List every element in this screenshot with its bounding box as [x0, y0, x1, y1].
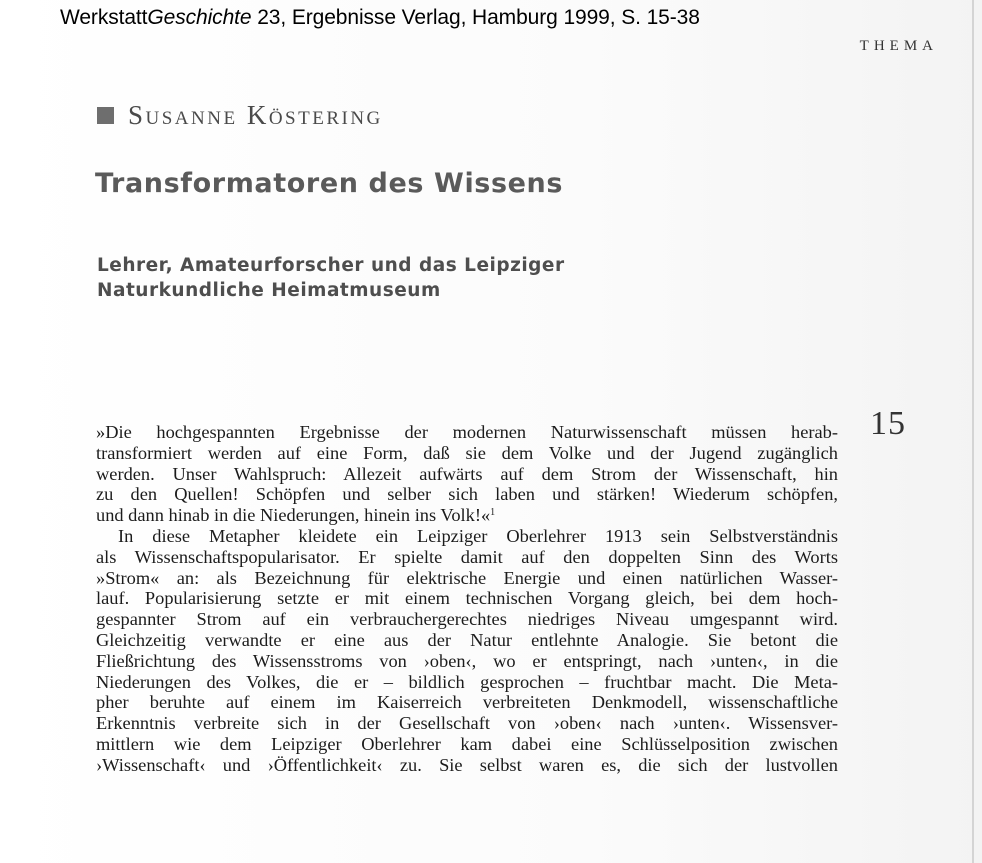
article-title: Transformatoren des Wissens [95, 168, 564, 199]
body-line: zu den Quellen! Schöpfen und selber sich laben und stärken! Wiederum schöpfen, [96, 484, 838, 505]
body-line: »Strom« an: als Bezeichnung für elektrische Energie und einen natürlichen Wasser- [96, 567, 838, 588]
author-block [97, 100, 383, 131]
body-line-last-of-quote [96, 505, 838, 526]
page-edge [972, 0, 974, 863]
body-line: Erkenntnis verbreite sich in der Gesellschaft von ›oben‹ nach ›unten‹. Wissensver- [96, 713, 838, 734]
subtitle-line-2: Naturkundliche Heimatmuseum [97, 280, 441, 301]
author-marker-square [97, 107, 114, 124]
body-line: transformiert werden auf eine Form, daß sie dem Volke und der Jugend zugänglich [96, 442, 838, 463]
footnote-marker: 1 [490, 507, 496, 519]
body-line: Gleichzeitig verwandte er eine aus der Natur entlehnte Analogie. Sie betont die [96, 629, 838, 650]
page-number: 15 [870, 405, 906, 442]
body-line: lauf. Popularisierung setzte er mit einem technischen Vorgang gleich, bei dem hoch- [96, 588, 838, 609]
body-line: Fließrichtung des Wissensstroms von ›oben‹, wo er entspringt, nach ›unten‹, in die [96, 650, 838, 671]
section-label: THEMA [859, 38, 938, 54]
body-text [96, 422, 838, 776]
quote-end-text: und dann hinab in die Niederungen, hinein ins Volk!« [96, 505, 491, 526]
journal-name-prefix: Werkstatt [60, 6, 148, 29]
body-line: »Die hochgespannten Ergebnisse der modernen Naturwissenschaft müssen herab- [96, 422, 838, 442]
author-name: Susanne Köstering [128, 100, 383, 130]
body-line: gespannter Strom auf ein verbrauchergerechtes niedriges Niveau umgespannt wird. [96, 609, 838, 630]
body-line: pher beruhte auf einem im Kaiserreich verbreiteten Denkmodell, wissenschaftliche [96, 692, 838, 713]
citation-header [60, 6, 700, 30]
body-line: mittlern wie dem Leipziger Oberlehrer kam dabei eine Schlüsselposition zwischen [96, 733, 838, 754]
body-line: In diese Metapher kleidete ein Leipziger Oberlehrer 1913 sein Selbstverständnis [118, 525, 838, 546]
article-subtitle [97, 253, 565, 303]
body-line: werden. Unser Wahlspruch: Allezeit aufwärts auf dem Strom der Wissenschaft, hin [96, 463, 838, 484]
body-line: Niederungen des Volkes, die er – bildlich gesprochen – fruchtbar macht. Die Meta- [96, 671, 838, 692]
journal-name-italic: Geschichte [147, 6, 252, 29]
body-line: ›Wissenschaft‹ und ›Öffentlichkeit‹ zu. Sie selbst waren es, die sich der lustvollen [96, 754, 838, 775]
body-line: als Wissenschaftspopularisator. Er spielte damit auf den doppelten Sinn des Worts [96, 546, 838, 567]
citation-details: 23, Ergebnisse Verlag, Hamburg 1999, S. 15-38 [251, 6, 700, 29]
subtitle-line-1: Lehrer, Amateurforscher und das Leipziger [97, 255, 565, 276]
